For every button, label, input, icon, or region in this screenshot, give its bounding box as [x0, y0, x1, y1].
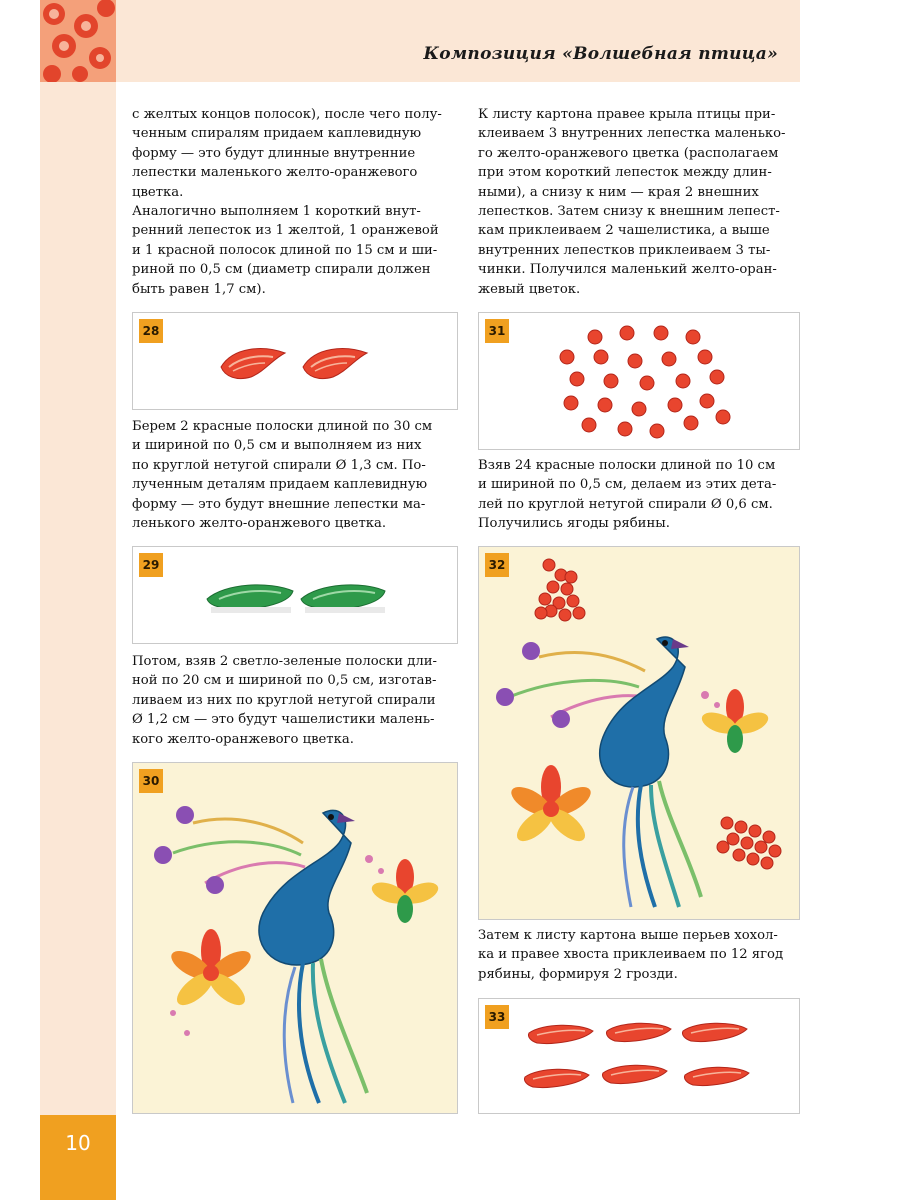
red-teardrop-coils-illustration: [133, 313, 457, 409]
text-line: цветка.: [132, 184, 184, 200]
header-bar: [116, 0, 800, 82]
page-number: 10: [65, 1131, 91, 1155]
text-line: клеиваем 3 внутренних лепестка маленько-: [478, 126, 786, 142]
text-line: риной по 0,5 см (диаметр спирали должен: [132, 262, 431, 278]
text-line: К листу картона правее крыла птицы при-: [478, 107, 776, 122]
step-badge: 31: [485, 319, 509, 343]
figure-30: [132, 762, 458, 1114]
right-paragraph-3: [478, 926, 808, 984]
text-line: Аналогично выполняем 1 короткий внут-: [132, 204, 421, 219]
text-line: Затем к листу картона выше перьев хохол-: [478, 928, 778, 943]
figure-28: [132, 312, 458, 410]
step-badge: 32: [485, 553, 509, 577]
text-line: по круглой нетугой спирали Ø 1,3 см. По-: [132, 457, 426, 473]
step-badge: 28: [139, 319, 163, 343]
text-line: Берем 2 красные полоски длиной по 30 см: [132, 419, 433, 434]
text-line: быть равен 1,7 см).: [132, 281, 266, 297]
page-number-box: [40, 1115, 116, 1200]
text-line: Взяв 24 красные полоски длиной по 10 см: [478, 458, 776, 473]
text-line: лей по круглой нетугой спирали Ø 0,6 см.: [478, 496, 773, 512]
text-line: кого желто-оранжевого цветка.: [132, 731, 354, 747]
text-line: чинки. Получился маленький желто-оран-: [478, 262, 777, 278]
side-strip: [40, 0, 116, 1200]
magic-bird-composition-illustration: [133, 763, 457, 1113]
left-paragraph-4: [132, 652, 462, 749]
text-line: ными), а снизу к ним — края 2 внешних: [478, 184, 759, 200]
right-paragraph-2: [478, 456, 808, 534]
text-line: и шириной по 0,5 см, делаем из этих дета-: [478, 477, 777, 493]
text-line: ливаем из них по круглой нетугой спирали: [132, 692, 436, 708]
text-line: Ø 1,2 см — это будут чашелистики малень-: [132, 712, 435, 728]
text-line: ренний лепесток из 1 желтой, 1 оранжевой: [132, 223, 439, 239]
figure-32: [478, 546, 800, 920]
text-line: с желтых концов полосок), после чего полу-: [132, 107, 442, 122]
text-line: кам приклеиваем 2 чашелистика, а выше: [478, 223, 770, 239]
magic-bird-with-berries-illustration: [479, 547, 799, 919]
text-line: рябины, формируя 2 грозди.: [478, 966, 678, 982]
text-line: лученным деталям придаем каплевидную: [132, 477, 428, 493]
red-berry-coils-illustration: [479, 313, 799, 449]
figure-33: [478, 998, 800, 1114]
text-line: внутренних лепестков приклеиваем 3 ты-: [478, 242, 771, 258]
figure-29: [132, 546, 458, 644]
text-line: и шириной по 0,5 см и выполняем из них: [132, 438, 422, 454]
green-sepal-coils-illustration: [133, 547, 457, 643]
text-line: лепестки маленького желто-оранжевого: [132, 165, 418, 181]
text-line: и 1 красной полосок длиной по 15 см и ши-: [132, 242, 438, 258]
right-paragraph-1: [478, 105, 808, 299]
corner-decoration-image: [40, 0, 116, 82]
text-line: Получились ягоды рябины.: [478, 516, 670, 532]
text-line: ной по 20 см и шириной по 0,5 см, изготав-: [132, 673, 437, 689]
text-line: при этом короткий лепесток между длин-: [478, 165, 772, 181]
step-badge: 30: [139, 769, 163, 793]
left-paragraph-2: [132, 202, 462, 299]
left-paragraph-1: [132, 105, 462, 202]
text-line: го желто-оранжевого цветка (располагаем: [478, 145, 779, 161]
figure-31: [478, 312, 800, 450]
text-line: форму — это будут длинные внутренние: [132, 145, 416, 161]
step-badge: 33: [485, 1005, 509, 1029]
left-paragraph-3: [132, 417, 462, 533]
step-badge: 29: [139, 553, 163, 577]
text-line: форму — это будут внешние лепестки ма-: [132, 496, 426, 512]
corner-quilling-roses: [40, 0, 116, 82]
text-line: лепестков. Затем снизу к внешним лепест-: [478, 204, 780, 220]
red-petal-coils-illustration: [479, 999, 799, 1113]
text-line: ка и правее хвоста приклеиваем по 12 ягод: [478, 947, 784, 963]
page-title: Композиция «Волшебная птица»: [423, 44, 778, 64]
text-line: ченным спиралям придаем каплевидную: [132, 126, 422, 142]
text-line: жевый цветок.: [478, 281, 581, 297]
text-line: ленького желто-оранжевого цветка.: [132, 516, 387, 532]
text-line: Потом, взяв 2 светло-зеленые полоски дли-: [132, 654, 437, 669]
